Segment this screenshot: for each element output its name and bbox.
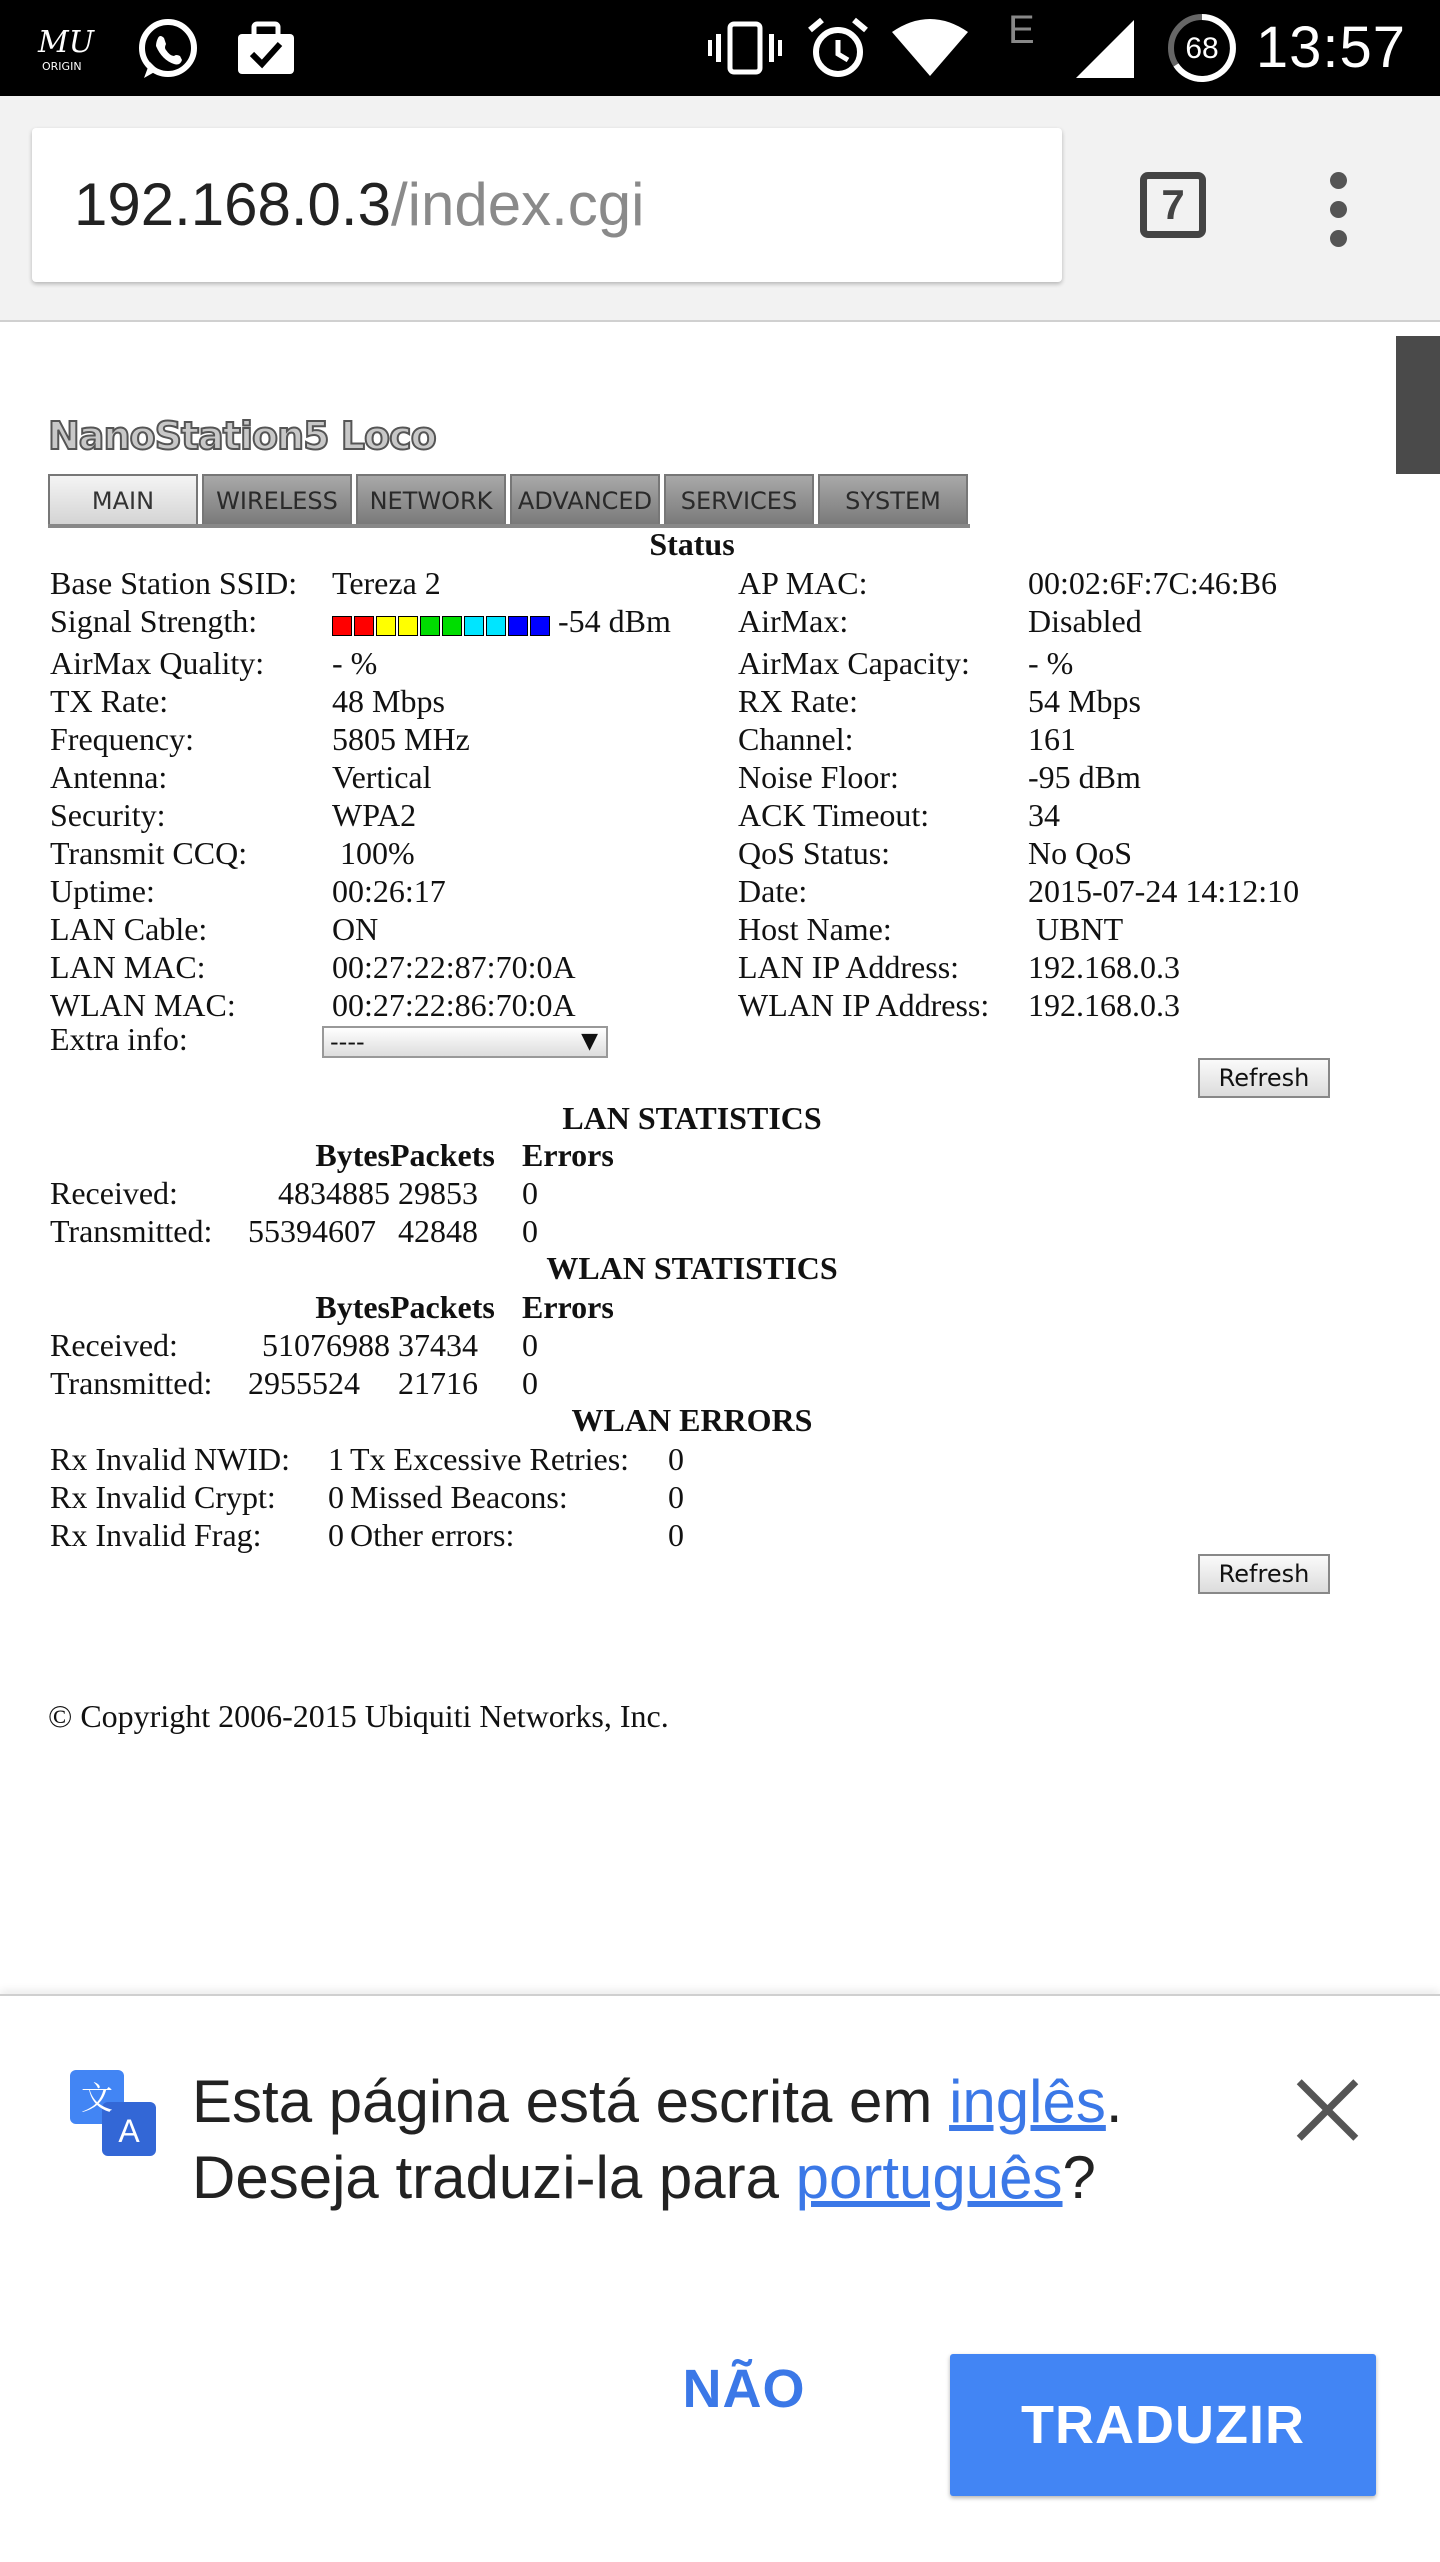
status-label: Date: [738,872,808,909]
error-value: 1 [328,1441,344,1477]
status-row [50,564,1299,602]
device-nav-tabs [48,474,972,526]
translate-button[interactable]: TRADUZIR [950,2354,1376,2496]
briefcase-check-icon [234,18,298,78]
status-value: 54 Mbps [1028,682,1141,719]
status-title: Status [649,526,735,562]
status-label: LAN MAC: [50,948,206,985]
stats-row [50,1364,614,1402]
status-row [50,910,1299,948]
status-label: Security: [50,796,166,833]
mu-origin-logo-icon [36,22,110,74]
error-label: Rx Invalid Frag: [50,1517,262,1553]
status-row [50,602,1299,644]
extra-info-select[interactable] [322,1026,608,1058]
url-host: 192.168.0.3 [74,171,391,238]
status-value: 00:02:6F:7C:46:B6 [1028,565,1277,601]
wlan-stats-table [50,1288,614,1402]
tab-advanced[interactable]: ADVANCED [510,474,660,524]
translate-text-1a: Esta página está escrita em [192,2068,950,2135]
stats-label: Received: [50,1175,178,1211]
tab-wireless[interactable]: WIRELESS [202,474,352,524]
status-value: 00:27:22:86:70:0A [332,986,576,1023]
status-value: 192.168.0.3 [1028,948,1180,985]
status-bar [0,0,1440,96]
status-value: -95 dBm [1028,758,1141,795]
status-label: TX Rate: [50,682,169,719]
status-value: UBNT [1028,910,1124,947]
stats-errors: 0 [522,1365,538,1401]
stats-header: Packets [390,1137,495,1173]
stats-row [50,1212,614,1250]
stats-row [50,1174,614,1212]
status-row [50,720,1299,758]
svg-text:A: A [118,2113,140,2149]
signal-strength-bars [332,606,552,644]
status-value [332,602,738,644]
signal-bar [464,616,484,636]
error-label: Missed Beacons: [350,1479,568,1515]
status-label: LAN IP Address: [738,948,960,985]
scrollbar-thumb[interactable] [1396,336,1440,474]
stats-errors: 0 [522,1327,538,1363]
url-bar[interactable] [32,128,1062,282]
clock: 13:57 [1255,15,1406,80]
decline-translate-button[interactable]: NÃO [682,2359,806,2419]
status-label: Base Station SSID: [50,565,298,601]
stats-errors: 0 [522,1175,538,1211]
signal-bar [442,616,462,636]
status-label: WLAN IP Address: [738,986,990,1023]
status-value: Vertical [332,758,432,795]
browser-toolbar [0,96,1440,322]
status-value: 100% [332,834,415,871]
status-value: - % [332,644,378,681]
status-row [50,758,1299,796]
source-language-link[interactable]: inglês [949,2068,1106,2135]
tab-services[interactable]: SERVICES [664,474,814,524]
refresh-button-top[interactable]: Refresh [1198,1058,1330,1098]
stats-row [50,1326,614,1364]
status-value: Tereza 2 [332,565,441,601]
status-value: WPA2 [332,796,417,833]
stats-header-row [50,1288,614,1326]
stats-packets: 37434 [398,1327,478,1363]
stats-header: Errors [522,1289,614,1325]
tab-switcher-button[interactable]: 7 [1140,172,1206,238]
error-value: 0 [328,1479,344,1515]
stats-bytes: 51076988 [262,1327,390,1363]
status-label: RX Rate: [738,682,858,719]
translate-text-2a: Deseja traduzi-la para [192,2144,796,2211]
wlan-errors-table [50,1440,684,1554]
stats-bytes: 4834885 [278,1175,390,1211]
target-language-link[interactable]: português [795,2144,1063,2211]
error-value: 0 [668,1441,684,1477]
status-label: LAN Cable: [50,910,208,947]
stats-header: Errors [522,1137,614,1173]
status-label: Transmit CCQ: [50,834,248,871]
svg-text:MU: MU [38,25,95,60]
wlan-errors-title: WLAN ERRORS [571,1402,813,1438]
status-value: 48 Mbps [332,682,445,719]
stats-label: Received: [50,1327,178,1363]
error-value: 0 [328,1517,344,1553]
signal-bar [420,616,440,636]
error-label: Rx Invalid NWID: [50,1441,290,1477]
status-label: Frequency: [50,720,194,757]
error-label: Tx Excessive Retries: [350,1441,630,1477]
wifi-icon [890,18,970,78]
battery-icon [1166,12,1238,84]
vibrate-icon [708,20,782,76]
error-value: 0 [668,1479,684,1515]
status-row [50,644,1299,682]
stats-bytes: 55394607 [248,1213,376,1249]
status-label: AirMax Quality: [50,644,265,681]
stats-packets: 29853 [398,1175,478,1211]
error-row [50,1478,684,1516]
status-label: Antenna: [50,758,168,795]
signal-bar [376,616,396,636]
status-label: AP MAC: [738,565,868,601]
status-value: No QoS [1028,834,1133,871]
status-label: AirMax Capacity: [738,644,970,681]
signal-value: -54 dBm [558,603,671,639]
tab-system[interactable]: SYSTEM [818,474,968,524]
stats-header: Bytes [315,1289,390,1325]
lan-stats-table [50,1136,614,1250]
status-row [50,682,1299,720]
extra-info-row [50,1020,608,1058]
stats-packets: 21716 [398,1365,478,1401]
stats-header: Packets [390,1289,495,1325]
status-table [50,564,1299,1024]
error-value: 0 [668,1517,684,1553]
translate-text-1b: . [1105,2068,1123,2135]
stats-label: Transmitted: [50,1365,213,1401]
signal-bar [398,616,418,636]
extra-info-label: Extra info: [50,1021,188,1057]
status-value: 2015-07-24 14:12:10 [1028,872,1300,909]
error-label: Rx Invalid Crypt: [50,1479,276,1515]
status-label: QoS Status: [738,834,891,871]
status-value: 192.168.0.3 [1028,986,1180,1023]
url-path: /index.cgi [390,171,645,238]
status-value: ON [332,910,379,947]
translate-infobar [0,1994,1440,2562]
stats-packets: 42848 [398,1213,478,1249]
status-label: Host Name: [738,910,892,947]
lan-stats-title: LAN STATISTICS [562,1100,822,1136]
signal-bar [332,616,352,636]
signal-bar [508,616,528,636]
status-label: Noise Floor: [738,758,899,795]
status-value: 00:27:22:87:70:0A [332,948,576,985]
status-row [50,872,1299,910]
status-row [50,834,1299,872]
status-label: WLAN MAC: [50,986,236,1023]
stats-header-row [50,1136,614,1174]
stats-corner [50,1288,248,1326]
tab-main[interactable]: MAIN [48,474,198,524]
status-row [50,796,1299,834]
svg-text:文: 文 [80,2079,114,2117]
status-value: 5805 MHz [332,720,470,757]
status-value: Disabled [1028,603,1142,639]
signal-bar [486,616,506,636]
signal-icon [1074,18,1136,80]
stats-label: Transmitted: [50,1213,213,1249]
signal-bar [354,616,374,636]
status-label: Uptime: [50,872,155,909]
extra-info-value: ---- [330,1028,365,1056]
alarm-icon [806,16,870,80]
status-label: AirMax: [738,603,849,639]
stats-bytes: 2955524 [248,1365,360,1401]
stats-errors: 0 [522,1213,538,1249]
svg-text:68: 68 [1185,32,1219,65]
status-label: ACK Timeout: [738,796,930,833]
wlan-stats-title: WLAN STATISTICS [546,1250,838,1286]
copyright-text: © Copyright 2006-2015 Ubiquiti Networks, Inc. [48,1698,669,1734]
status-label: Channel: [738,720,854,757]
svg-text:ORIGIN: ORIGIN [42,60,82,73]
close-icon[interactable] [1290,2074,1362,2146]
status-value: - % [1028,644,1074,681]
translate-text-2b: ? [1062,2144,1096,2211]
translate-icon [70,2070,156,2156]
translate-message [192,2064,1252,2216]
status-value: 161 [1028,720,1076,757]
stats-corner [50,1136,248,1174]
error-row [50,1516,684,1554]
stats-header: Bytes [315,1137,390,1173]
status-row [50,986,1299,1024]
whatsapp-icon [134,16,202,84]
signal-bar [530,616,550,636]
error-label: Other errors: [350,1517,515,1553]
error-row [50,1440,684,1478]
status-value: 34 [1028,796,1060,833]
device-logo: NanoStation5 Loco [48,414,436,458]
tab-network[interactable]: NETWORK [356,474,506,524]
web-page [0,322,1440,1994]
status-label: Signal Strength: [50,603,258,639]
status-row [50,948,1299,986]
overflow-menu-icon[interactable] [1320,172,1356,262]
chevron-down-icon: ▼ [581,1029,598,1054]
network-type-label: E [1008,8,1035,52]
status-value: 00:26:17 [332,872,446,909]
refresh-button-bottom[interactable]: Refresh [1198,1554,1330,1594]
